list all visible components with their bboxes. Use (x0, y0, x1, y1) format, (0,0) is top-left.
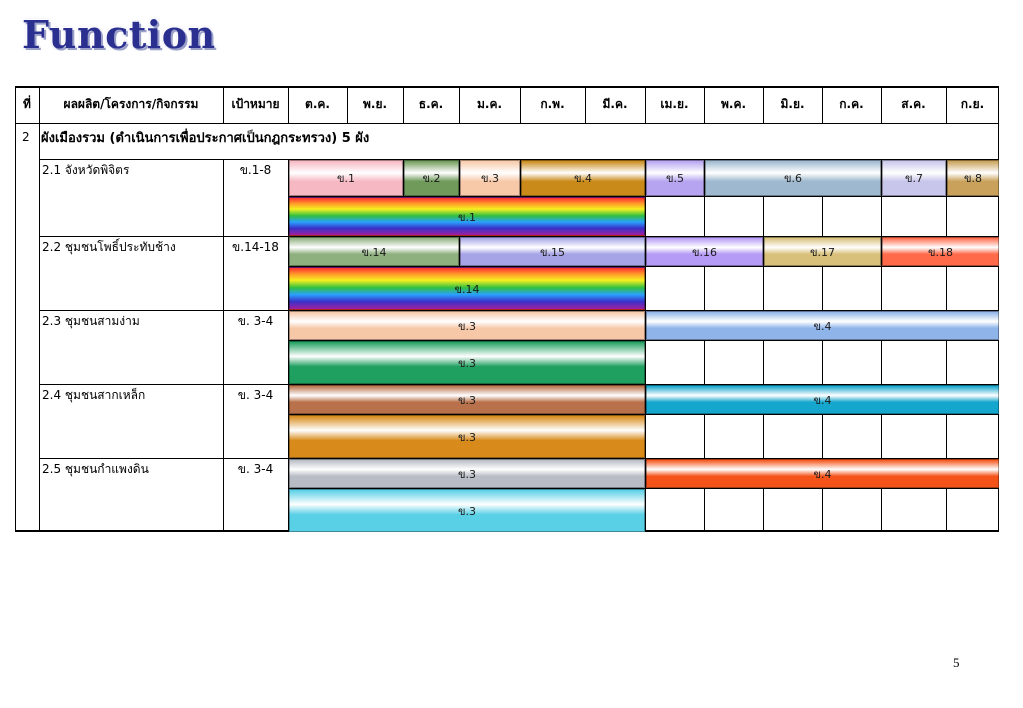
month-line (822, 414, 823, 458)
plan-bar-label: ข.3 (457, 393, 476, 407)
plan-bar (460, 237, 645, 266)
plan-bar (289, 385, 645, 414)
header-month: ธ.ค. (418, 97, 444, 111)
plan-bar (646, 311, 999, 340)
section-col-line (39, 123, 40, 159)
plan-bar (289, 237, 459, 266)
plan-bar-label: ข.8 (963, 172, 982, 185)
month-line (763, 340, 764, 384)
header-month: ส.ค. (901, 97, 926, 111)
group-target: ข. 3-4 (237, 314, 274, 328)
month-line (763, 414, 764, 458)
month-line (704, 414, 705, 458)
actual-bar (289, 267, 645, 310)
plan-bar-label: ข.15 (539, 245, 565, 259)
plan-bar (521, 160, 645, 196)
section-number: 2 (22, 130, 30, 144)
header-col-line (946, 86, 947, 123)
actual-bar (289, 341, 645, 384)
header-month: ก.ค. (839, 97, 864, 111)
month-line (881, 196, 882, 236)
header-col-line (459, 86, 460, 123)
plan-bar-label: ข.4 (813, 393, 832, 407)
month-line (881, 488, 882, 532)
group-name: 2.1 จังหวัดพิจิตร (42, 163, 130, 177)
group-target: ข.14-18 (232, 240, 279, 254)
header-no: ที่ (23, 97, 31, 111)
plan-bar (289, 160, 403, 196)
header-month: พ.ย. (362, 97, 388, 111)
target-col-line (223, 458, 224, 532)
actual-bar-label: ข.3 (457, 430, 476, 444)
schedule-table (15, 86, 999, 532)
month-line (704, 266, 705, 310)
group-name: 2.5 ชุมชนกำแพงดิน (42, 462, 149, 476)
target-col-line (223, 159, 224, 236)
actual-bar (289, 415, 645, 458)
group-name: 2.3 ชุมชนสามง่าม (42, 314, 140, 328)
header-target: เป้าหมาย (231, 97, 280, 111)
plan-bar-label: ข.1 (336, 172, 355, 185)
table-border-left (15, 86, 16, 532)
month-line (822, 266, 823, 310)
plan-bar-label: ข.2 (422, 172, 441, 185)
plan-bar (646, 385, 999, 414)
header-col-line (645, 86, 646, 123)
month-line (645, 196, 646, 236)
plan-bar-label: ข.4 (813, 319, 832, 333)
plan-bar (646, 160, 704, 196)
plan-bar-label: ข.3 (457, 467, 476, 481)
actual-bar-label: ข.3 (457, 504, 476, 518)
page-number: 5 (953, 655, 960, 670)
target-col-line (223, 236, 224, 310)
month-line (822, 340, 823, 384)
header-month: มี.ค. (602, 97, 628, 111)
plan-bar-label: ข.7 (904, 172, 923, 185)
actual-bar (289, 197, 645, 236)
month-line (881, 266, 882, 310)
header-month: ก.พ. (540, 97, 565, 111)
month-line (645, 266, 646, 310)
plan-bar-label: ข.3 (480, 172, 499, 185)
plan-bar (764, 237, 881, 266)
plan-bar-label: ข.3 (457, 319, 476, 333)
plan-bar-label: ข.6 (783, 172, 802, 185)
header-month: เม.ย. (660, 97, 689, 111)
header-col-line (39, 86, 40, 123)
header-month: มิ.ย. (780, 97, 805, 111)
group-target: ข.1-8 (239, 163, 272, 177)
month-line (822, 488, 823, 532)
plan-bar (404, 160, 459, 196)
month-line (822, 196, 823, 236)
header-divider (15, 123, 999, 124)
actual-bar (289, 489, 645, 532)
header-month: ม.ค. (476, 97, 503, 111)
plan-bar (289, 459, 645, 488)
month-line (704, 488, 705, 532)
header-item: ผลผลิต/โครงการ/กิจกรรม (63, 97, 199, 111)
plan-bar (460, 160, 520, 196)
month-line (946, 414, 947, 458)
target-col-line (223, 310, 224, 384)
header-col-line (520, 86, 521, 123)
actual-bar-label: ข.14 (454, 282, 480, 296)
month-line (704, 340, 705, 384)
plan-bar (646, 237, 763, 266)
header-col-line (585, 86, 586, 123)
target-col-line (223, 384, 224, 458)
month-line (763, 196, 764, 236)
actual-bar-label: ข.1 (457, 210, 476, 224)
header-col-line (403, 86, 404, 123)
header-col-line (223, 86, 224, 123)
month-line (763, 266, 764, 310)
plan-bar-label: ข.14 (361, 245, 387, 259)
plan-bar-label: ข.4 (813, 467, 832, 481)
section-label: ผังเมืองรวม (ดำเนินการเพื่อประกาศเป็นกฎกระทรวง) 5 ผัง (41, 131, 370, 146)
header-col-line (822, 86, 823, 123)
header-col-line (704, 86, 705, 123)
plan-bar-label: ข.16 (691, 245, 717, 259)
header-col-line (288, 86, 289, 123)
month-line (645, 340, 646, 384)
month-line (704, 196, 705, 236)
plan-bar (289, 311, 645, 340)
plan-bar (947, 160, 999, 196)
group-target: ข. 3-4 (237, 462, 274, 476)
month-line (946, 266, 947, 310)
plan-bar-label: ข.18 (927, 245, 953, 259)
header-month: พ.ค. (720, 97, 747, 111)
header-col-line (881, 86, 882, 123)
plan-bar (882, 237, 999, 266)
page-title: Function (22, 12, 216, 57)
header-col-line (347, 86, 348, 123)
header-month: ต.ค. (305, 97, 330, 111)
month-line (881, 414, 882, 458)
plan-bar-label: ข.5 (665, 172, 684, 185)
group-name: 2.4 ชุมชนสากเหล็ก (42, 388, 146, 402)
plan-bar-label: ข.4 (573, 172, 592, 185)
month-line (946, 196, 947, 236)
month-line (881, 340, 882, 384)
month-line (763, 488, 764, 532)
month-line (645, 414, 646, 458)
month-line (946, 340, 947, 384)
no-col-line (39, 159, 40, 532)
header-col-line (763, 86, 764, 123)
plan-bar (882, 160, 946, 196)
month-line (946, 488, 947, 532)
header-month: ก.ย. (960, 97, 985, 111)
plan-bar (646, 459, 999, 488)
plan-bar (705, 160, 881, 196)
plan-bar-label: ข.17 (809, 245, 835, 259)
group-name: 2.2 ชุมชนโพธิ์ประทับช้าง (42, 240, 176, 254)
month-line (645, 488, 646, 532)
group-target: ข. 3-4 (237, 388, 274, 402)
actual-bar-label: ข.3 (457, 356, 476, 370)
